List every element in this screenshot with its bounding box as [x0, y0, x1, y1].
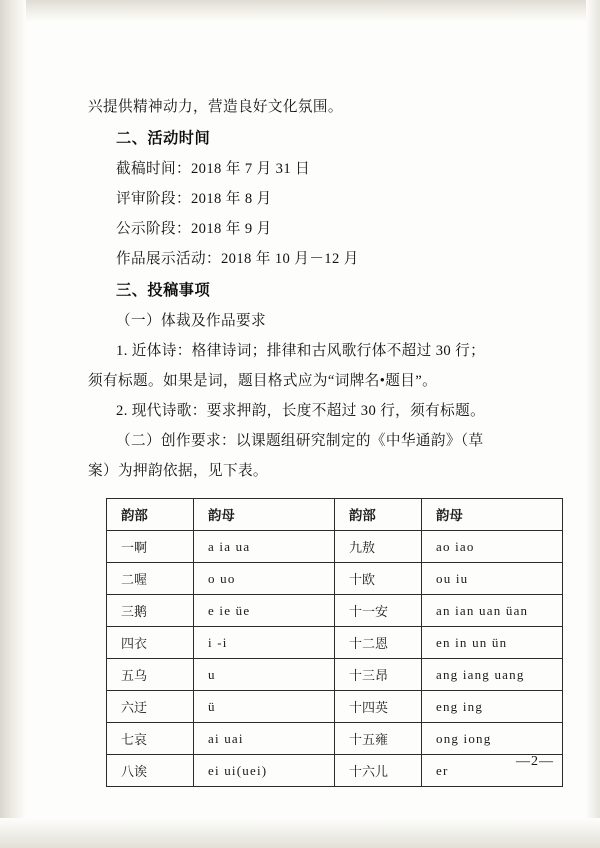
- table-row: [107, 531, 563, 563]
- cell-yunmu-right: an ian uan üan: [422, 595, 563, 627]
- requirement-item-2: 2. 现代诗歌：要求押韵，长度不超过 30 行，须有标题。: [116, 403, 486, 419]
- document-body: [88, 92, 529, 787]
- continued-paragraph: 兴提供精神动力，营造良好文化氛围。: [88, 99, 343, 115]
- schedule-line-review: 评审阶段：2018 年 8 月: [116, 191, 272, 207]
- cell-yunbu-right: 十二恩: [335, 627, 422, 659]
- cell-yunbu-left: 六迂: [107, 691, 194, 723]
- cell-yunbu-left: 五乌: [107, 659, 194, 691]
- table-row: [107, 659, 563, 691]
- schedule-line-exhibition: 作品展示活动：2018 年 10 月－12 月: [116, 251, 359, 267]
- table-row: [107, 595, 563, 627]
- cell-yunmu-right: ao iao: [422, 531, 563, 563]
- requirement-item-1-line-2: 须有标题。如果是词，题目格式应为“词牌名•题目”。: [88, 373, 438, 389]
- cell-yunmu-left: a ia ua: [194, 531, 335, 563]
- cell-yunmu-right: ong iong: [422, 723, 563, 755]
- cell-yunbu-right: 九敖: [335, 531, 422, 563]
- subsection-two-line-2: 案）为押韵依据，见下表。: [88, 463, 268, 479]
- cell-yunbu-left: 四衣: [107, 627, 194, 659]
- header-yunmu-left: 韵母: [194, 499, 335, 531]
- cell-yunbu-left: 二喔: [107, 563, 194, 595]
- section-heading-two: 二、活动时间: [116, 129, 211, 147]
- table-row: [107, 563, 563, 595]
- cell-yunbu-left: 一啊: [107, 531, 194, 563]
- subsection-two-line-1: （二）创作要求：以课题组研究制定的《中华通韵》（草: [116, 433, 484, 449]
- scan-shadow-left: [0, 0, 26, 848]
- schedule-line-deadline: 截稿时间：2018 年 7 月 31 日: [116, 161, 311, 177]
- section-heading-three: 三、投稿事项: [116, 281, 211, 299]
- cell-yunbu-right: 十五雍: [335, 723, 422, 755]
- cell-yunmu-right: en in un ün: [422, 627, 563, 659]
- table-row: [107, 691, 563, 723]
- cell-yunbu-right: 十欧: [335, 563, 422, 595]
- cell-yunbu-right: 十四英: [335, 691, 422, 723]
- cell-yunbu-left: 八诶: [107, 755, 194, 787]
- table-row: [107, 755, 563, 787]
- table-row: [107, 723, 563, 755]
- scan-shadow-right: [586, 0, 600, 848]
- cell-yunmu-left: i -i: [194, 627, 335, 659]
- header-yunbu-right: 韵部: [335, 499, 422, 531]
- cell-yunmu-right: ou iu: [422, 563, 563, 595]
- subsection-one-title: （一）体裁及作品要求: [116, 313, 266, 329]
- header-yunbu-left: 韵部: [107, 499, 194, 531]
- rhyme-table: [106, 498, 563, 787]
- cell-yunmu-left: ai uai: [194, 723, 335, 755]
- schedule-line-publicity: 公示阶段：2018 年 9 月: [116, 221, 272, 237]
- cell-yunbu-left: 七哀: [107, 723, 194, 755]
- cell-yunmu-left: ei ui(uei): [194, 755, 335, 787]
- cell-yunbu-right: 十六儿: [335, 755, 422, 787]
- table-header-row: [107, 499, 563, 531]
- header-yunmu-right: 韵母: [422, 499, 563, 531]
- scan-shadow-bottom: [0, 818, 600, 848]
- cell-yunmu-left: u: [194, 659, 335, 691]
- cell-yunmu-right: ang iang uang: [422, 659, 563, 691]
- cell-yunmu-left: o uo: [194, 563, 335, 595]
- cell-yunmu-left: e ie üe: [194, 595, 335, 627]
- cell-yunmu-left: ü: [194, 691, 335, 723]
- cell-yunbu-right: 十一安: [335, 595, 422, 627]
- page-number: —2—: [516, 754, 554, 769]
- scan-shadow-top: [0, 0, 600, 22]
- table-row: [107, 627, 563, 659]
- requirement-item-1-line-1: 1. 近体诗：格律诗词；排律和古风歌行体不超过 30 行；: [116, 343, 486, 359]
- cell-yunbu-right: 十三昂: [335, 659, 422, 691]
- cell-yunbu-left: 三鹅: [107, 595, 194, 627]
- cell-yunmu-right: eng ing: [422, 691, 563, 723]
- cell-yunmu-right: er: [422, 755, 563, 787]
